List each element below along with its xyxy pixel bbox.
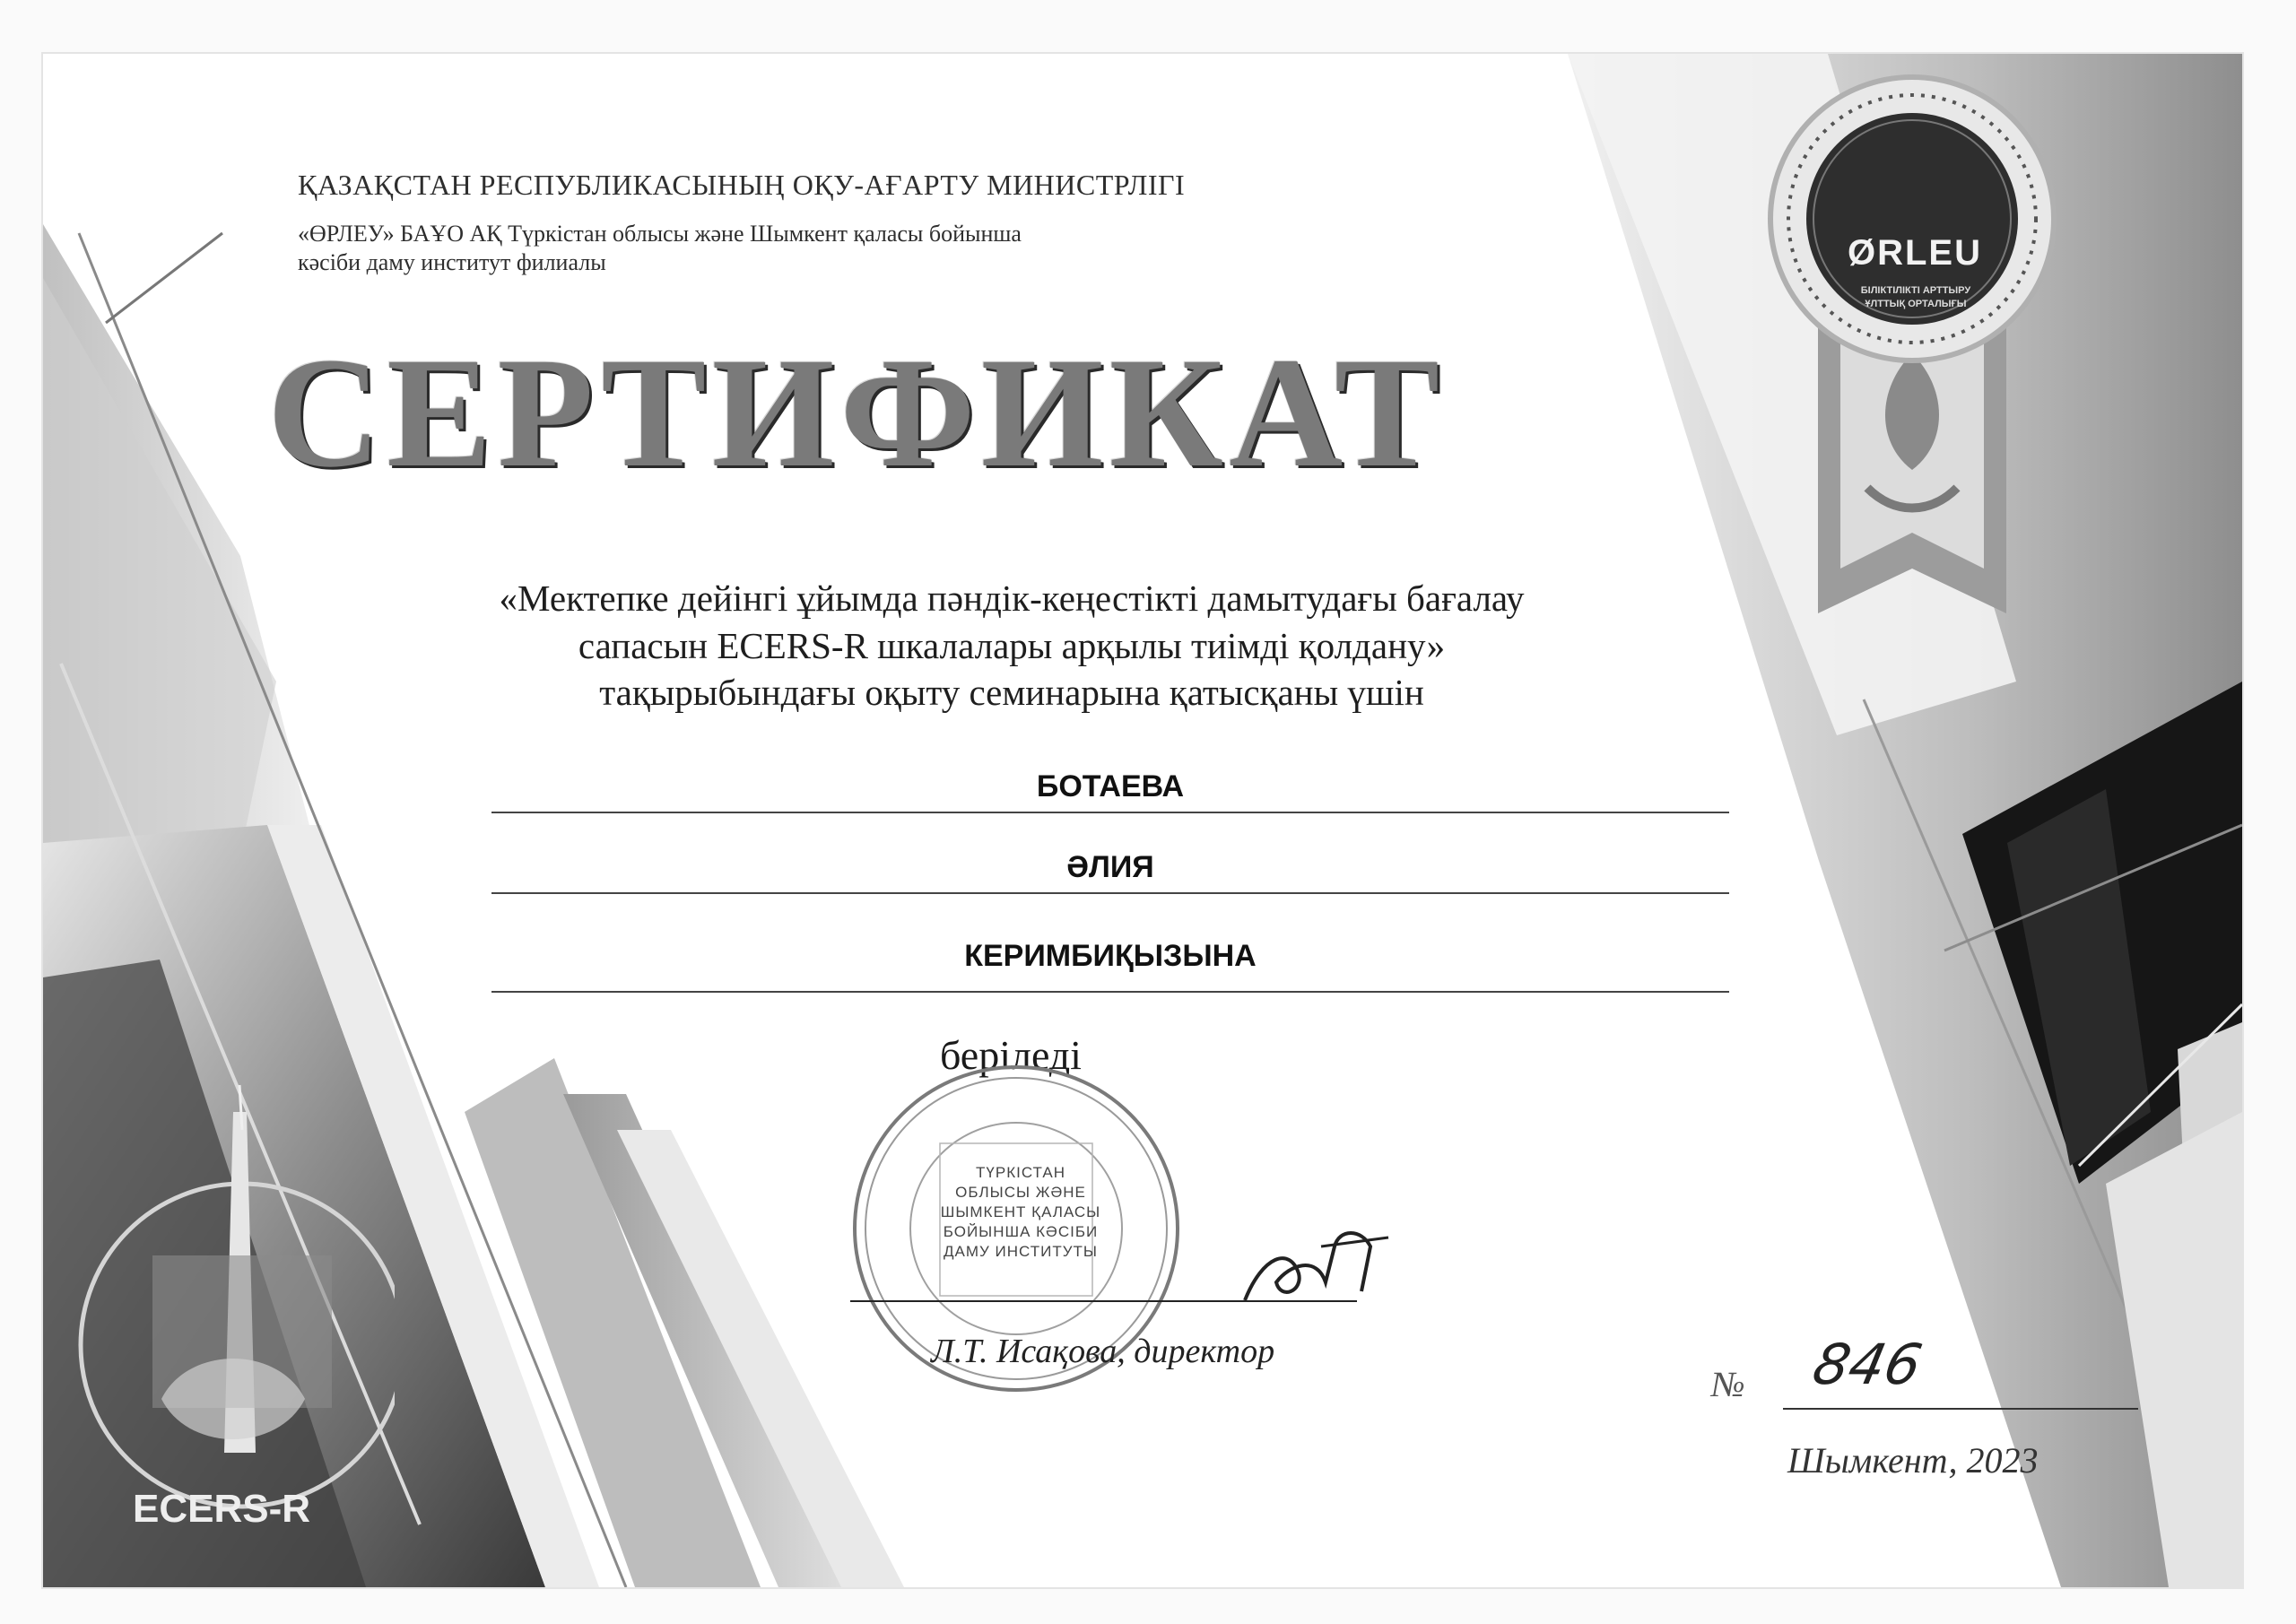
divider — [491, 812, 1729, 813]
orleu-logo — [1751, 66, 2074, 622]
divider — [491, 892, 1729, 894]
stamp-line: ДАМУ ИНСТИТУТЫ — [944, 1243, 1098, 1260]
topic-line-1: «Мектепке дейінгі ұйымда пәндік-кеңестікті дамытудағы бағалау — [499, 578, 1525, 619]
orleu-subtitle-2: ҰЛТТЫҚ ОРТАЛЫҒЫ — [1865, 299, 1967, 309]
recipient-given-name: ӘЛИЯ — [1066, 850, 1154, 884]
director-name: Л.Т. Исақова, директор — [931, 1333, 1275, 1370]
divider — [491, 991, 1729, 993]
stamp-line: БОЙЫНША КӘСІБИ — [943, 1223, 1099, 1240]
institute-name-line-1: «ӨРЛЕУ» БАҰО АҚ Түркістан облысы және Шымкент қаласы бойынша — [298, 221, 1022, 247]
topic-line-2: сапасын ECERS-R шкалалары арқылы тиімді қолдану» — [578, 625, 1446, 666]
orleu-subtitle-1: БІЛІКТІЛІКТІ АРТТЫРУ — [1860, 285, 1971, 296]
place-and-year: Шымкент, 2023 — [1787, 1440, 2039, 1481]
signature — [1227, 1220, 1406, 1318]
awarded-text: беріледі — [940, 1032, 1082, 1078]
stamp-line: ОБЛЫСЫ ЖӘНЕ — [955, 1184, 1086, 1201]
certificate-number: 846 — [1807, 1332, 1928, 1397]
certificate-title: СЕРТИФИКАТ — [267, 326, 1446, 500]
number-label: № — [1711, 1364, 1745, 1404]
recipient-patronymic: КЕРИМБИҚЫЗЫНА — [964, 939, 1257, 973]
certificate-sheet — [43, 54, 2242, 1587]
number-underline — [1783, 1408, 2138, 1410]
stamp-line: ТҮРКІСТАН — [976, 1164, 1065, 1181]
institute-name-line-2: кәсіби даму институт филиалы — [298, 249, 606, 275]
ministry-name: ҚАЗАҚСТАН РЕСПУБЛИКАСЫНЫҢ ОҚУ-АҒАРТУ МИНИСТРЛІГІ — [298, 169, 1186, 201]
orleu-name: ØRLEU — [1848, 233, 1982, 273]
ecers-r-label: ECERS-R — [133, 1487, 311, 1531]
recipient-surname: БОТАЕВА — [1036, 769, 1185, 803]
signature-line — [850, 1300, 1357, 1302]
stamp-line: ШЫМКЕНТ ҚАЛАСЫ — [940, 1203, 1101, 1220]
ecers-r-logo — [54, 1076, 395, 1524]
topic-line-3: тақырыбындағы оқыту семинарына қатысқаны үшін — [599, 672, 1424, 713]
